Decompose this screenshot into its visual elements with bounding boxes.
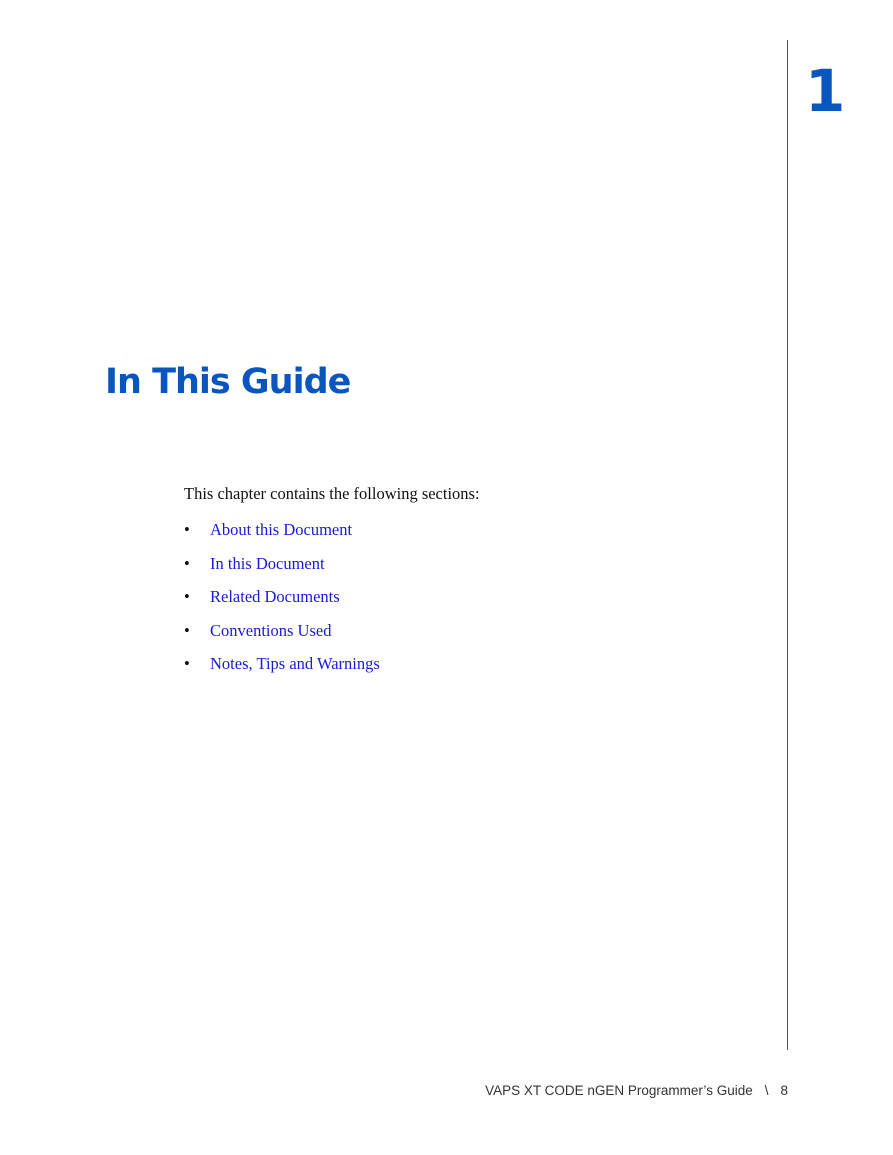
section-link-related-documents[interactable]: Related Documents bbox=[210, 587, 340, 607]
chapter-number: 1 bbox=[805, 57, 846, 125]
footer-separator: \ bbox=[764, 1083, 769, 1098]
footer-page-number: 8 bbox=[780, 1083, 788, 1098]
section-link-conventions-used[interactable]: Conventions Used bbox=[210, 620, 332, 640]
chapter-divider-rule bbox=[787, 40, 788, 1050]
footer-doc-title: VAPS XT CODE nGEN Programmer’s Guide bbox=[485, 1083, 753, 1098]
section-link-about-this-document[interactable]: About this Document bbox=[210, 520, 353, 539]
bullet-icon: • bbox=[184, 654, 190, 674]
bullet-icon: • bbox=[184, 520, 190, 539]
intro-text: This chapter contains the following sections: bbox=[184, 484, 480, 503]
section-link-in-this-document[interactable]: In this Document bbox=[210, 553, 325, 573]
bullet-icon: • bbox=[184, 620, 190, 640]
section-link-notes-tips-warnings[interactable]: Notes, Tips and Warnings bbox=[210, 654, 380, 674]
page-footer bbox=[485, 1081, 788, 1101]
bullet-icon: • bbox=[184, 587, 190, 607]
chapter-title: In This Guide bbox=[105, 362, 351, 402]
bullet-icon: • bbox=[184, 553, 190, 573]
